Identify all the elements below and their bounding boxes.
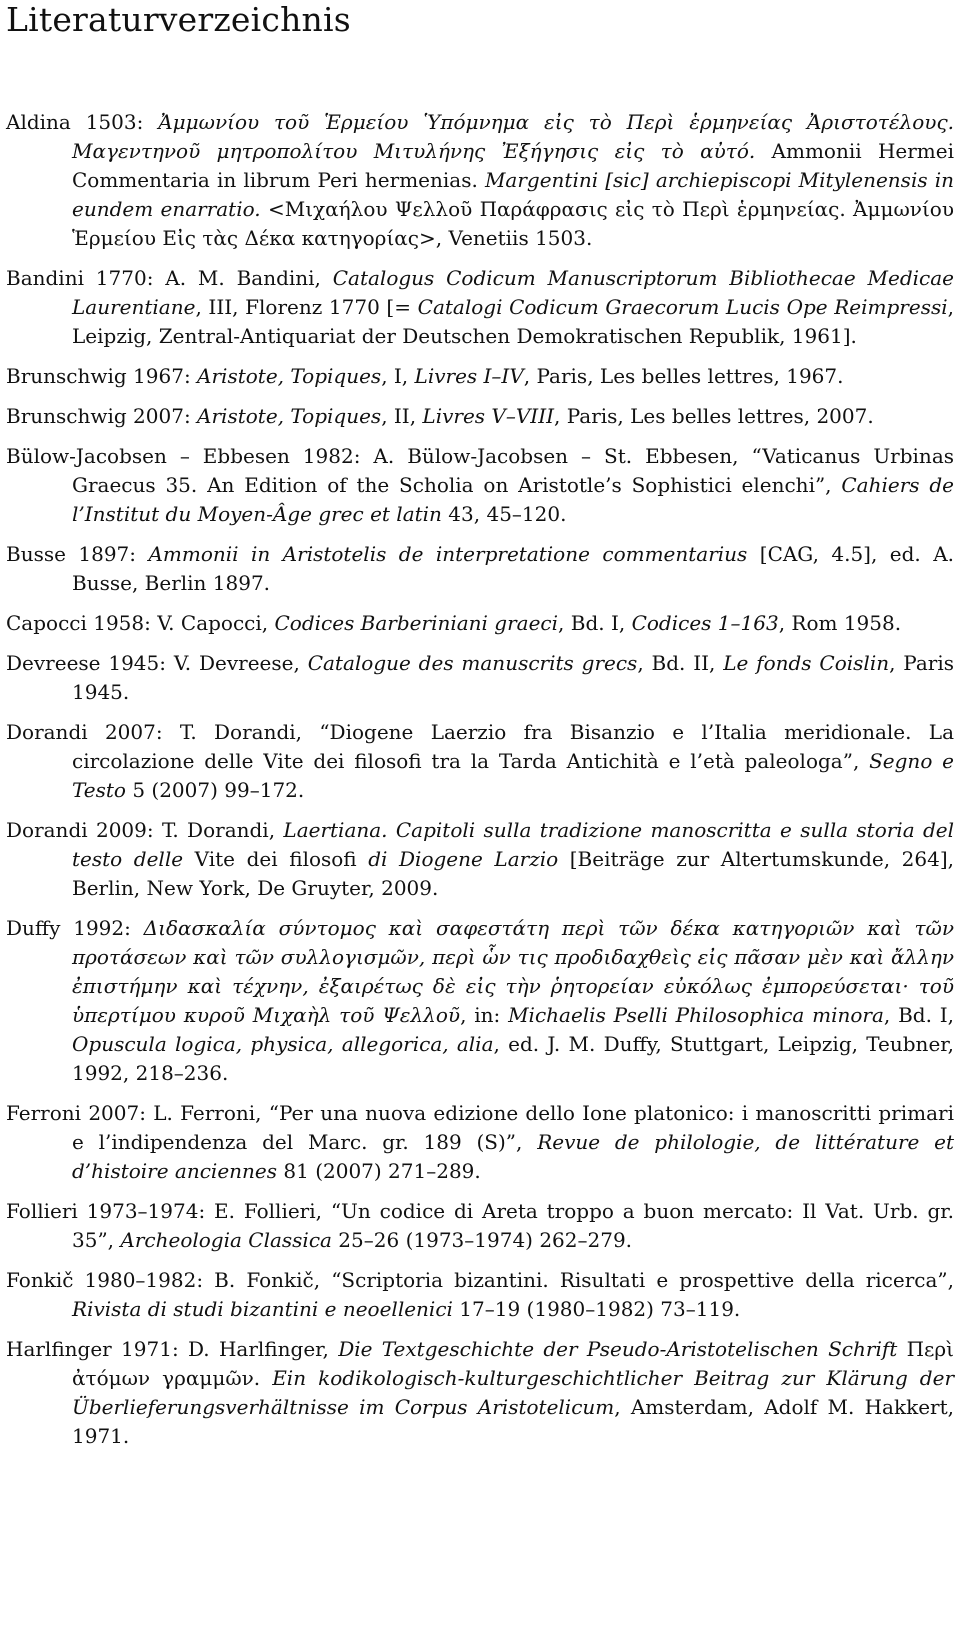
page-title: Literaturverzeichnis: [6, 0, 351, 39]
entry-text: , in:: [460, 1003, 509, 1027]
entry-title-italic: Διδασκαλία σύντομος καὶ σαφεστάτη περὶ τῶν δέκα κατηγοριῶν καὶ τῶν προτάσεων καὶ τῶν συλλογισμῶν, περὶ ὧν τις προδιδαχθεὶς εἰς πᾶσαν μὲν καὶ ἄλλην ἐπιστήμην καὶ τέχνην, ἐξαιρέτως δὲ εἰς τὴν ῥητορείαν εὐκόλως ἐμπορεύσεται· τοῦ ὑπερτίμου κυροῦ Μιχαὴλ τοῦ Ψελλοῦ: [72, 916, 954, 1027]
entry-title-italic: Segno e Testo: [72, 749, 954, 802]
bibliography-entry: [6, 609, 954, 638]
entry-title-italic: Ἀμμωνίου τοῦ Ἑρμείου Ὑπόμνημα εἰς τὸ Περὶ ἑρμηνείας Ἀριστοτέλους. Μαγεντηνοῦ μητροπολίτου Μιτυλήνης Ἐξήγησις εἰς τὸ αὐτό.: [72, 110, 955, 163]
entry-text: T. Dorandi,: [153, 818, 284, 842]
entry-key: Brunschwig 1967:: [6, 364, 191, 388]
entry-title-italic: Catalogue des manuscrits grecs: [307, 651, 638, 675]
entry-title-italic: Margentini [sic] archiepiscopi Mitylenensis in eundem enarratio.: [72, 168, 954, 221]
entry-title-italic: Aristote, Topiques: [197, 404, 382, 428]
bibliography-list: [6, 108, 954, 1462]
entry-key: Devreese 1945:: [6, 651, 166, 675]
entry-title-italic: Livres V–VIII: [422, 404, 555, 428]
entry-key: Busse 1897:: [6, 542, 137, 566]
bibliography-entry: [6, 362, 954, 391]
entry-text: 81 (2007) 271–289.: [277, 1159, 481, 1183]
entry-text: <Μιχαήλου Ψελλοῦ Παράφρασις εἰς τὸ Περὶ ἑρμηνείας. Ἀμμωνίου Ἑρμείου Εἰς τὰς Δέκα κατηγορίας>, Venetiis 1503.: [72, 197, 954, 250]
entry-text: V. Devreese,: [165, 651, 308, 675]
bibliography-entry: [6, 649, 954, 707]
entry-title-italic: Laertiana. Capitoli sulla tradizione manoscritta e sulla storia del testo delle: [72, 818, 954, 871]
entry-title-italic: Michaelis Pselli Philosophica minora: [508, 1003, 884, 1027]
entry-title-italic: Cahiers de l’Institut du Moyen-Âge grec et latin: [72, 473, 954, 526]
entry-text: [136, 542, 148, 566]
entry-title-italic: Opuscula logica, physica, allegorica, alia: [72, 1032, 494, 1056]
bibliography-entry: [6, 442, 954, 529]
entry-key: Harlfinger 1971:: [6, 1337, 179, 1361]
bibliography-entry: [6, 108, 954, 253]
entry-title-italic: Aristote, Topiques: [197, 364, 382, 388]
bibliography-entry: [6, 1335, 954, 1451]
entry-text: , Paris 1945.: [72, 651, 954, 704]
entry-key: Follieri 1973–1974:: [6, 1199, 206, 1223]
entry-text: , Leipzig, Zentral-Antiquariat der Deutschen Demokratischen Republik, 1961].: [72, 295, 954, 348]
entry-title-italic: Catalogus Codicum Manuscriptorum Bibliothecae Medicae Laurentiane: [72, 266, 954, 319]
entry-key: Aldina 1503:: [6, 110, 144, 134]
bibliography-entry: [6, 1266, 954, 1324]
entry-text: , Paris, Les belles lettres, 2007.: [554, 404, 874, 428]
entry-text: A. Bülow-Jacobsen – St. Ebbesen, “Vaticanus Urbinas Graecus 35. An Edition of the Scholia on Aristotle’s Sophistici elenchi”,: [72, 444, 955, 497]
entry-key: Capocci 1958:: [6, 611, 151, 635]
entry-text: A. M. Bandini,: [153, 266, 333, 290]
entry-text: , Bd. II,: [637, 651, 724, 675]
entry-text: [Beiträge zur Altertumskunde, 264], Berlin, New York, De Gruyter, 2009.: [72, 847, 955, 900]
bibliography-entry: [6, 914, 954, 1088]
bibliography-entry: [6, 1099, 954, 1186]
entry-text: Vite dei filosofi: [183, 847, 369, 871]
entry-title-italic: Ein kodikologisch-kulturgeschichtlicher Beitrag zur Klärung der Überlieferungsverhältnisse im Corpus Aristotelicum: [72, 1366, 955, 1419]
entry-text: 17–19 (1980–1982) 73–119.: [452, 1297, 741, 1321]
entry-title-italic: Codices 1–163: [631, 611, 779, 635]
entry-text: , II,: [381, 404, 423, 428]
entry-title-italic: Archeologia Classica: [120, 1228, 332, 1252]
entry-text: , Rom 1958.: [778, 611, 902, 635]
bibliography-entry: [6, 718, 954, 805]
bibliography-entry: [6, 264, 954, 351]
entry-key: Dorandi 2007:: [6, 720, 163, 744]
entry-text: B. Fonkič, “Scriptoria bizantini. Risultati e prospettive della ricerca”,: [203, 1268, 954, 1292]
entry-text: , Bd. I,: [883, 1003, 955, 1027]
entry-text: 5 (2007) 99–172.: [125, 778, 305, 802]
entry-key: Dorandi 2009:: [6, 818, 154, 842]
entry-key: Bülow-Jacobsen – Ebbesen 1982:: [6, 444, 361, 468]
entry-text: , Paris, Les belles lettres, 1967.: [523, 364, 844, 388]
entry-text: L. Ferroni, “Per una nuova edizione dello Ione platonico: i manoscritti primari e l’indipendenza del Marc. gr. 189 (S)”,: [72, 1101, 954, 1154]
entry-title-italic: Die Textgeschichte der Pseudo-Aristotelischen Schrift: [338, 1337, 898, 1361]
bibliography-entry: [6, 402, 954, 431]
entry-key: Brunschwig 2007:: [6, 404, 191, 428]
bibliography-entry: [6, 540, 954, 598]
entry-text: [CAG, 4.5], ed. A. Busse, Berlin 1897.: [72, 542, 954, 595]
entry-text: E. Follieri, “Un codice di Areta troppo a buon mercato: Il Vat. Urb. gr. 35”,: [72, 1199, 954, 1252]
entry-title-italic: Livres I–IV: [414, 364, 524, 388]
entry-key: Fonkič 1980–1982:: [6, 1268, 204, 1292]
entry-text: , Bd. I,: [558, 611, 632, 635]
entry-key: Ferroni 2007:: [6, 1101, 146, 1125]
entry-text: V. Capocci,: [150, 611, 275, 635]
entry-key: Duffy 1992:: [6, 916, 131, 940]
entry-text: , Amsterdam, Adolf M. Hakkert, 1971.: [72, 1395, 954, 1448]
entry-text: Περὶ ἀτόμων γραμμῶν.: [72, 1337, 955, 1390]
entry-title-italic: Rivista di studi bizantini e neoellenici: [72, 1297, 453, 1321]
entry-title-italic: Catalogi Codicum Graecorum Lucis Ope Reimpressi: [417, 295, 948, 319]
entry-text: D. Harlfinger,: [178, 1337, 339, 1361]
entry-text: [131, 916, 144, 940]
entry-text: 25–26 (1973–1974) 262–279.: [331, 1228, 633, 1252]
entry-text: Ammonii Hermei Commentaria in librum Peri hermenias.: [72, 139, 954, 192]
entry-title-italic: Le fonds Coislin: [723, 651, 890, 675]
entry-text: , ed. J. M. Duffy, Stuttgart, Leipzig, Teubner, 1992, 218–236.: [72, 1032, 954, 1085]
entry-title-italic: Codices Barberiniani graeci: [274, 611, 559, 635]
bibliography-entry: [6, 1197, 954, 1255]
entry-title-italic: di Diogene Larzio: [368, 847, 559, 871]
entry-text: , I,: [381, 364, 415, 388]
entry-title-italic: Revue de philologie, de littérature et d’histoire anciennes: [72, 1130, 955, 1183]
entry-text: T. Dorandi, “Diogene Laerzio fra Bisanzio e l’Italia meridionale. La circolazione delle Vite dei filosofi tra la Tarda Antichità e l’età paleologa”,: [72, 720, 955, 773]
entry-key: Bandini 1770:: [6, 266, 154, 290]
entry-text: , III, Florenz 1770 [=: [195, 295, 418, 319]
entry-title-italic: Ammonii in Aristotelis de interpretatione commentarius: [148, 542, 748, 566]
entry-text: 43, 45–120.: [441, 502, 567, 526]
bibliography-entry: [6, 816, 954, 903]
